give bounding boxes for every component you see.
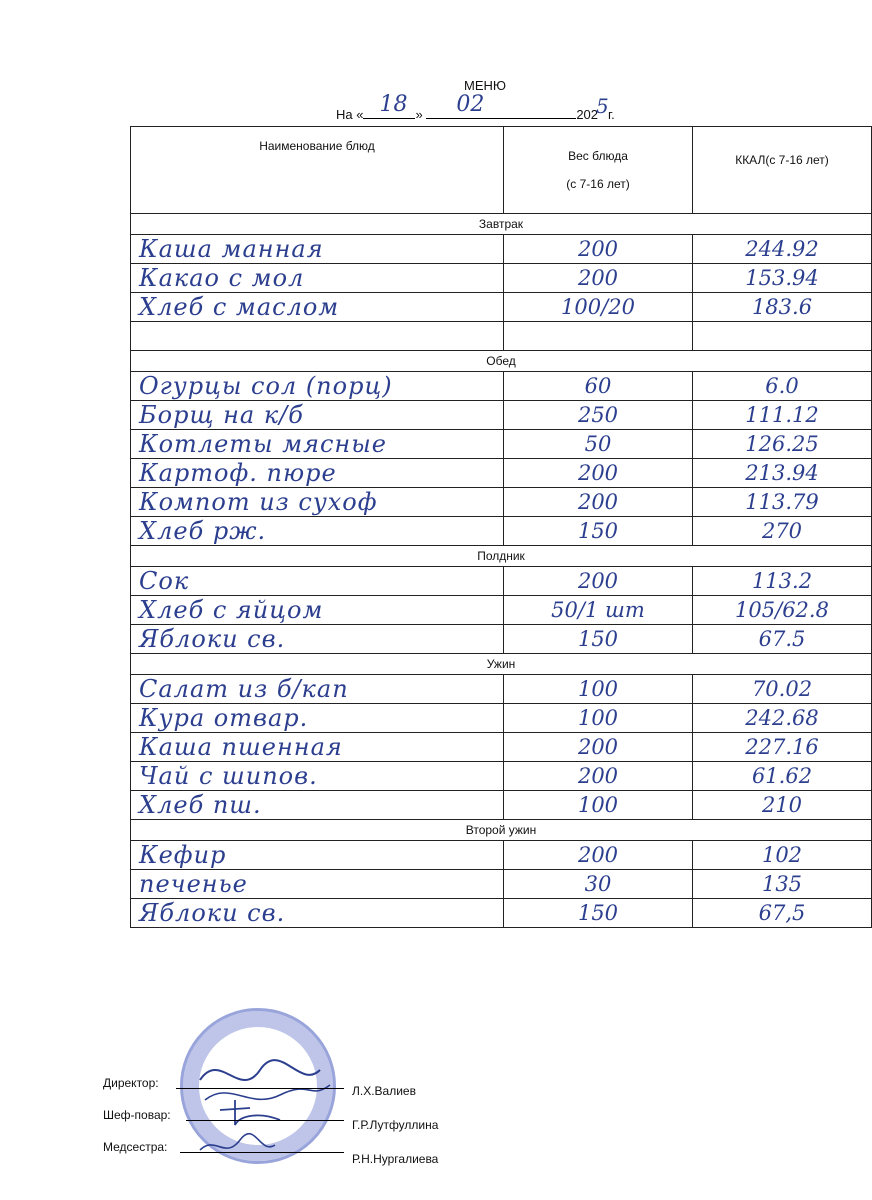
- dish-weight: 200: [577, 266, 619, 290]
- section-title: Второй ужин: [131, 820, 872, 841]
- section-row: [131, 820, 872, 841]
- dish-weight: 100: [577, 793, 619, 817]
- section-row: [131, 546, 872, 567]
- table-row: [131, 459, 872, 488]
- section-row: [131, 214, 872, 235]
- dish-weight-cell: [504, 264, 693, 293]
- date-line: [336, 92, 615, 122]
- table-row: [131, 675, 872, 704]
- dish-weight: 200: [577, 843, 619, 867]
- dish-weight: 150: [577, 901, 619, 925]
- table-row: [131, 625, 872, 654]
- director-signature-line: [176, 1076, 344, 1089]
- dish-weight: 200: [577, 237, 619, 261]
- dish-kcal: 227.16: [745, 735, 819, 759]
- dish-kcal-cell: [693, 264, 872, 293]
- dish-name-cell: [131, 322, 504, 351]
- table-row: [131, 567, 872, 596]
- dish-kcal-cell: [693, 488, 872, 517]
- dish-kcal-cell: [693, 704, 872, 733]
- header-kcal-cell: [693, 127, 872, 214]
- dish-weight-cell: [504, 488, 693, 517]
- section-title: Завтрак: [131, 214, 872, 235]
- table-row: [131, 517, 872, 546]
- dish-name: Кура отвар.: [139, 704, 309, 732]
- table-row: [131, 322, 872, 351]
- day-value: 18: [379, 92, 408, 117]
- dish-name: Картоф. пюре: [139, 459, 337, 487]
- dish-kcal: 244.92: [745, 237, 819, 261]
- section-row: [131, 351, 872, 372]
- dish-name: Хлеб рж.: [139, 517, 267, 545]
- dish-weight-cell: [504, 401, 693, 430]
- dish-name: Какао с мол: [139, 264, 305, 292]
- dish-kcal-cell: [693, 517, 872, 546]
- table-row: [131, 235, 872, 264]
- dish-name: Салат из б/кап: [139, 675, 349, 703]
- dish-name-cell: [131, 430, 504, 459]
- dish-kcal-cell: [693, 430, 872, 459]
- dish-name-cell: [131, 733, 504, 762]
- dish-name: Хлеб с яйцом: [139, 596, 324, 624]
- dish-name-cell: [131, 870, 504, 899]
- dish-weight: 100: [577, 677, 619, 701]
- header-kcal: ККАЛ(с 7-16 лет): [735, 153, 829, 167]
- table-row: [131, 401, 872, 430]
- table-row: [131, 762, 872, 791]
- header-weight-cell: [504, 127, 693, 214]
- table-row: [131, 899, 872, 928]
- dish-kcal: 111.12: [745, 403, 819, 427]
- dish-weight: 200: [577, 569, 619, 593]
- dish-weight-cell: [504, 625, 693, 654]
- table-row: [131, 293, 872, 322]
- dish-weight-cell: [504, 322, 693, 351]
- table-row: [131, 430, 872, 459]
- dish-name: Сок: [139, 567, 190, 595]
- dish-kcal: 67.5: [758, 627, 806, 651]
- nurse-name: Р.Н.Нургалиева: [352, 1152, 439, 1166]
- dish-name: Компот из сухоф: [139, 488, 378, 516]
- date-mid: »: [415, 107, 423, 122]
- table-row: [131, 870, 872, 899]
- dish-name: Чай с шипов.: [139, 762, 318, 790]
- dish-name: Каша манная: [139, 235, 324, 263]
- dish-kcal-cell: [693, 372, 872, 401]
- table-row: [131, 372, 872, 401]
- dish-kcal: 126.25: [745, 432, 819, 456]
- dish-kcal-cell: [693, 733, 872, 762]
- dish-weight: 150: [577, 519, 619, 543]
- table-row: [131, 264, 872, 293]
- dish-weight: 100/20: [561, 295, 635, 319]
- dish-weight-cell: [504, 791, 693, 820]
- dish-kcal: 105/62.8: [735, 598, 829, 622]
- dish-weight-cell: [504, 733, 693, 762]
- dish-weight: 50: [584, 432, 612, 456]
- month-field: [426, 92, 576, 119]
- section-title: Полдник: [131, 546, 872, 567]
- dish-name: печенье: [139, 870, 248, 898]
- dish-kcal: 113.2: [751, 569, 813, 593]
- year-digit: 5: [596, 94, 609, 118]
- dish-weight-cell: [504, 372, 693, 401]
- dish-name-cell: [131, 488, 504, 517]
- dish-kcal: 183.6: [751, 295, 813, 319]
- dish-kcal: 102: [761, 843, 803, 867]
- dish-kcal-cell: [693, 870, 872, 899]
- dish-kcal-cell: [693, 459, 872, 488]
- dish-weight-cell: [504, 870, 693, 899]
- dish-kcal: 61.62: [751, 764, 813, 788]
- dish-name: Яблоки св.: [139, 899, 286, 927]
- dish-kcal-cell: [693, 293, 872, 322]
- dish-name-cell: [131, 791, 504, 820]
- dish-name: Кефир: [139, 841, 227, 869]
- dish-name-cell: [131, 401, 504, 430]
- dish-name-cell: [131, 675, 504, 704]
- dish-name: Борщ на к/б: [139, 401, 304, 429]
- nurse-label: Медсестра:: [103, 1140, 168, 1154]
- dish-kcal: 270: [761, 519, 803, 543]
- chef-label: Шеф-повар:: [103, 1108, 171, 1122]
- section-title: Обед: [131, 351, 872, 372]
- dish-kcal: 135: [761, 872, 803, 896]
- dish-weight-cell: [504, 293, 693, 322]
- dish-kcal-cell: [693, 401, 872, 430]
- dish-kcal: 242.68: [745, 706, 819, 730]
- dish-kcal: 210: [761, 793, 803, 817]
- dish-kcal: 70.02: [751, 677, 813, 701]
- dish-weight-cell: [504, 459, 693, 488]
- dish-name-cell: [131, 625, 504, 654]
- dish-name-cell: [131, 567, 504, 596]
- dish-name: Хлеб с маслом: [139, 293, 340, 321]
- dish-kcal: 6.0: [765, 374, 799, 398]
- dish-weight-cell: [504, 899, 693, 928]
- section-title: Ужин: [131, 654, 872, 675]
- dish-weight: 250: [577, 403, 619, 427]
- table-row: [131, 488, 872, 517]
- dish-name-cell: [131, 372, 504, 401]
- dish-name: Котлеты мясные: [139, 430, 387, 458]
- dish-weight-cell: [504, 675, 693, 704]
- table-row: [131, 596, 872, 625]
- dish-weight-cell: [504, 235, 693, 264]
- dish-name-cell: [131, 293, 504, 322]
- year-digit-field: [596, 94, 609, 119]
- dish-name-cell: [131, 264, 504, 293]
- dish-weight: 150: [577, 627, 619, 651]
- dish-kcal-cell: [693, 762, 872, 791]
- header-weight-age: (с 7-16 лет): [566, 177, 630, 191]
- table-row: [131, 704, 872, 733]
- dish-kcal-cell: [693, 625, 872, 654]
- dish-name-cell: [131, 517, 504, 546]
- date-prefix: На «: [336, 107, 364, 122]
- dish-name: Яблоки св.: [139, 625, 286, 653]
- year-suffix: г.: [608, 107, 615, 122]
- dish-kcal-cell: [693, 791, 872, 820]
- menu-table: [130, 126, 872, 928]
- dish-name-cell: [131, 459, 504, 488]
- dish-name: Каша пшенная: [139, 733, 343, 761]
- dish-name: Огурцы сол (порц): [139, 372, 393, 400]
- dish-weight: 30: [584, 872, 612, 896]
- dish-weight: 100: [577, 706, 619, 730]
- dish-kcal-cell: [693, 235, 872, 264]
- dish-weight-cell: [504, 430, 693, 459]
- dish-name: [131, 322, 139, 350]
- dish-kcal: 113.79: [745, 490, 819, 514]
- dish-weight: 200: [577, 461, 619, 485]
- dish-kcal-cell: [693, 841, 872, 870]
- dish-weight: 200: [577, 735, 619, 759]
- dish-kcal-cell: [693, 322, 872, 351]
- dish-weight-cell: [504, 841, 693, 870]
- dish-name-cell: [131, 704, 504, 733]
- dish-kcal: 213.94: [745, 461, 819, 485]
- table-header-row: [131, 127, 872, 214]
- dish-weight-cell: [504, 596, 693, 625]
- dish-weight: 50/1 шт: [551, 598, 645, 622]
- header-name-cell: [131, 127, 504, 214]
- director-name: Л.Х.Валиев: [352, 1084, 416, 1098]
- dish-kcal-cell: [693, 675, 872, 704]
- dish-weight-cell: [504, 704, 693, 733]
- dish-kcal-cell: [693, 899, 872, 928]
- table-row: [131, 841, 872, 870]
- nurse-signature-line: [180, 1140, 344, 1153]
- dish-kcal-cell: [693, 567, 872, 596]
- day-field: [363, 92, 415, 119]
- dish-name-cell: [131, 899, 504, 928]
- dish-weight: 200: [577, 490, 619, 514]
- dish-kcal: 67,5: [758, 901, 806, 925]
- dish-weight: 200: [577, 764, 619, 788]
- director-label: Директор:: [103, 1076, 159, 1090]
- year-prefix: 202: [576, 107, 599, 122]
- dish-weight-cell: [504, 567, 693, 596]
- dish-kcal: 153.94: [745, 266, 819, 290]
- section-row: [131, 654, 872, 675]
- dish-weight-cell: [504, 762, 693, 791]
- header-name: Наименование блюд: [259, 139, 375, 153]
- header-weight: Вес блюда: [568, 149, 628, 163]
- dish-weight-cell: [504, 517, 693, 546]
- dish-weight: 60: [584, 374, 612, 398]
- dish-name-cell: [131, 235, 504, 264]
- table-row: [131, 791, 872, 820]
- table-row: [131, 733, 872, 762]
- month-value: 02: [456, 92, 485, 117]
- dish-kcal-cell: [693, 596, 872, 625]
- chef-signature-line: [186, 1108, 344, 1121]
- document-title: МЕНЮ: [463, 78, 507, 93]
- dish-name-cell: [131, 762, 504, 791]
- dish-name-cell: [131, 841, 504, 870]
- chef-name: Г.Р.Лутфуллина: [352, 1118, 439, 1132]
- dish-name: Хлеб пш.: [139, 791, 262, 819]
- dish-name-cell: [131, 596, 504, 625]
